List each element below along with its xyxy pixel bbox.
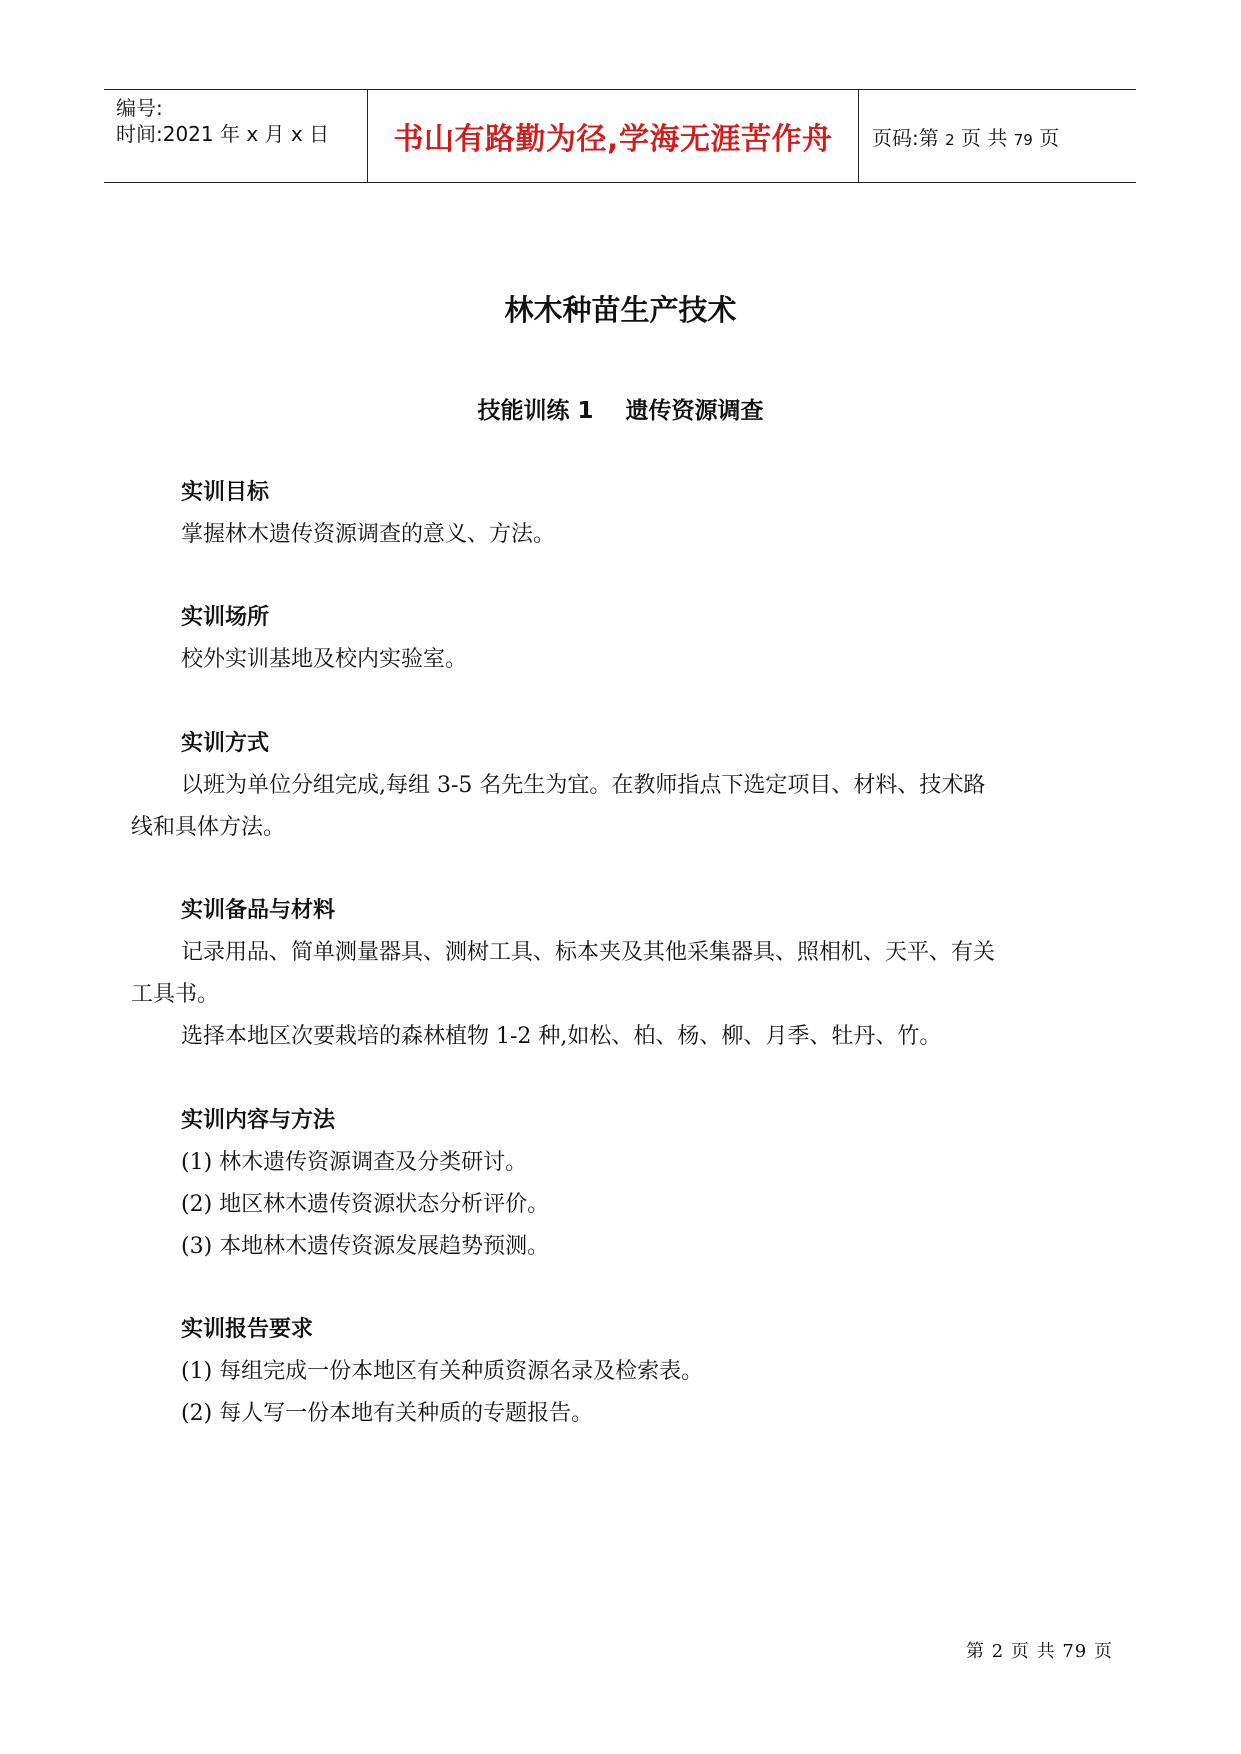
document-subtitle: 技能训练 1 遗传资源调查 <box>477 398 764 424</box>
section-heading: 实训方式 <box>181 731 270 756</box>
section-heading: 实训目标 <box>181 480 270 505</box>
page-current: 2 <box>945 131 955 149</box>
paragraph-line: (1) 每组完成一份本地区有关种质资源名录及检索表。 <box>181 1359 704 1384</box>
paragraph-line: (2) 每人写一份本地有关种质的专题报告。 <box>181 1401 594 1426</box>
page-total: 79 <box>1013 131 1033 149</box>
paragraph-line: 工具书。 <box>131 982 220 1007</box>
section-heading: 实训内容与方法 <box>181 1108 336 1133</box>
page-label: 页码:第 <box>872 126 939 150</box>
motto: 书山有路勤为径,学海无涯苦作舟 <box>393 122 833 157</box>
document-title: 林木种苗生产技术 <box>504 293 737 327</box>
paragraph-line: (2) 地区林木遗传资源状态分析评价。 <box>181 1192 550 1217</box>
header-info-cell <box>104 90 368 182</box>
header-page-cell <box>860 90 1136 182</box>
page-number <box>872 122 1059 151</box>
page-mid: 页 共 <box>961 126 1008 150</box>
paragraph-line: (3) 本地林木遗传资源发展趋势预测。 <box>181 1234 550 1259</box>
section-heading: 实训报告要求 <box>181 1317 314 1342</box>
page-header <box>104 89 1136 183</box>
time-label: 时间:2021 年 x 月 x 日 <box>116 122 330 146</box>
paragraph-line: 记录用品、简单测量器具、测树工具、标本夹及其他采集器具、照相机、天平、有关 <box>181 940 996 965</box>
paragraph-line: 选择本地区次要栽培的森林植物 1-2 种,如松、柏、杨、柳、月季、牡丹、竹。 <box>181 1024 942 1049</box>
page-footer: 第 2 页 共 79 页 <box>966 1641 1113 1662</box>
paragraph-line: 校外实训基地及校内实验室。 <box>181 647 468 672</box>
header-motto-cell <box>368 90 859 182</box>
paragraph-line: 掌握林木遗传资源调查的意义、方法。 <box>181 522 556 547</box>
page-end: 页 <box>1039 126 1060 150</box>
section-heading: 实训备品与材料 <box>181 898 336 923</box>
section-heading: 实训场所 <box>181 605 270 630</box>
serial-number-label: 编号: <box>116 96 163 120</box>
paragraph-line: 以班为单位分组完成,每组 3-5 名先生为宜。在教师指点下选定项目、材料、技术路 <box>181 773 986 798</box>
paragraph-line: (1) 林木遗传资源调查及分类研讨。 <box>181 1150 528 1175</box>
paragraph-line: 线和具体方法。 <box>131 815 286 840</box>
